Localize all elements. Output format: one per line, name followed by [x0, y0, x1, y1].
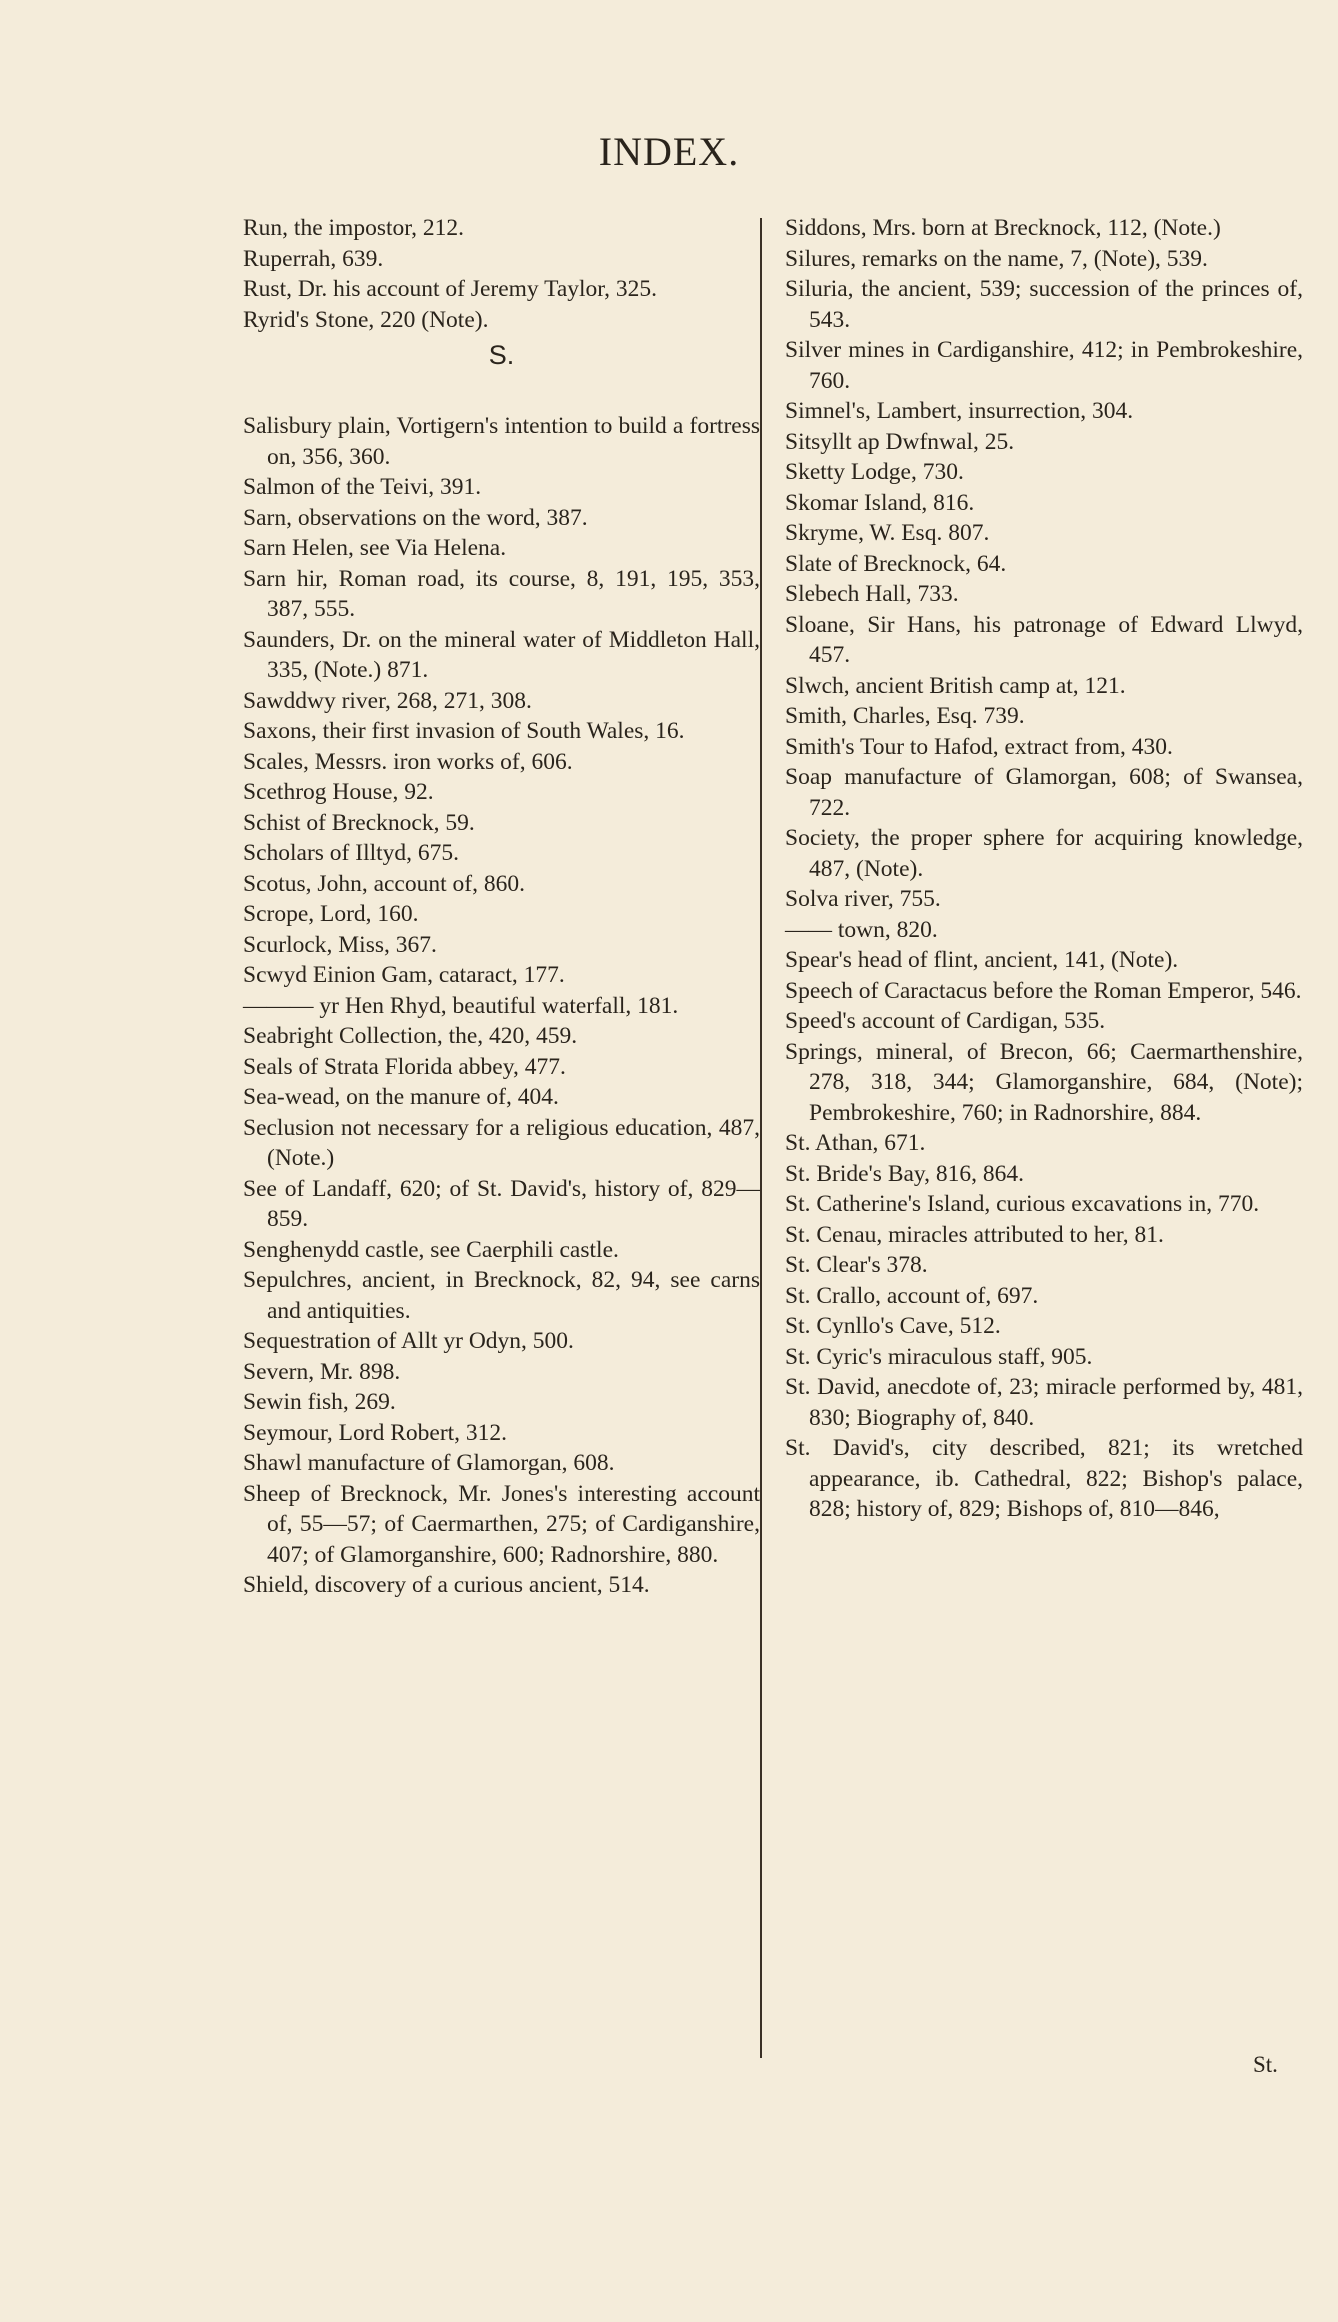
- index-entry: Smith, Charles, Esq. 739.: [785, 703, 1025, 729]
- index-entry: Run, the impostor, 212.: [243, 215, 465, 241]
- index-entry: Shield, discovery of a curious ancient, 514.: [243, 1572, 650, 1598]
- index-entry: Soap manufacture of Glamorgan, 608; of Swansea, 722.: [785, 764, 1303, 821]
- index-entry: Rust, Dr. his account of Jeremy Taylor, 325.: [243, 276, 658, 302]
- index-entry: St. Cynllo's Cave, 512.: [785, 1313, 1001, 1339]
- index-entry: Sketty Lodge, 730.: [785, 459, 964, 485]
- index-entry: St. Catherine's Island, curious excavations in, 770.: [785, 1191, 1260, 1217]
- index-entry: Scethrog House, 92.: [243, 779, 434, 805]
- index-entry: Speech of Caractacus before the Roman Emperor, 546.: [785, 977, 1302, 1004]
- index-entry: Sequestration of Allt yr Odyn, 500.: [243, 1328, 574, 1354]
- index-entry: —— town, 820.: [785, 916, 938, 943]
- index-entry: Sawddwy river, 268, 271, 308.: [243, 687, 532, 714]
- right-column: [785, 213, 1303, 1525]
- index-entry: Shawl manufacture of Glamorgan, 608.: [243, 1450, 615, 1476]
- index-entry: Scholars of Illtyd, 675.: [243, 840, 460, 866]
- index-entry: Saunders, Dr. on the mineral water of Middleton Hall, 335, (Note.) 871.: [243, 626, 760, 683]
- index-entry: Scotus, John, account of, 860.: [243, 870, 525, 897]
- index-entry: Silver mines in Cardiganshire, 412; in Pembrokeshire, 760.: [785, 337, 1303, 394]
- left-entries: [243, 411, 760, 1601]
- index-entry: Silures, remarks on the name, 7, (Note), 539.: [785, 245, 1208, 272]
- index-entry: Schist of Brecknock, 59.: [243, 809, 475, 836]
- index-entry: St. Athan, 671.: [785, 1130, 926, 1156]
- index-entry: Skryme, W. Esq. 807.: [785, 520, 990, 546]
- index-entry: St. Crallo, account of, 697.: [785, 1282, 1039, 1309]
- index-entry: Senghenydd castle, see Caerphili castle.: [243, 1236, 619, 1263]
- left-column: [243, 213, 760, 1601]
- index-entry: Seabright Collection, the, 420, 459.: [243, 1023, 578, 1049]
- index-entry: Solva river, 755.: [785, 886, 941, 912]
- index-entry: St. Bride's Bay, 816, 864.: [785, 1160, 1025, 1187]
- index-entry: Saxons, their first invasion of South Wales, 16.: [243, 718, 685, 744]
- index-entry: Ruperrah, 639.: [243, 245, 384, 272]
- index-entry: Siluria, the ancient, 539; succession of the princes of, 543.: [785, 276, 1303, 333]
- index-entry: St. David's, city described, 821; its wretched appearance, ib. Cathedral, 822; Bishop's palace, 828; history of, 829; Bishops of, 810—846,: [785, 1435, 1303, 1522]
- index-entry: Scales, Messrs. iron works of, 606.: [243, 748, 573, 775]
- index-entry: Speed's account of Cardigan, 535.: [785, 1008, 1106, 1034]
- index-entry: St. Clear's 378.: [785, 1252, 928, 1278]
- right-entries: [785, 213, 1303, 1525]
- index-entry: Sarn Helen, see Via Helena.: [243, 535, 507, 561]
- index-entry: Slwch, ancient British camp at, 121.: [785, 672, 1126, 699]
- index-entry: ——— yr Hen Rhyd, beautiful waterfall, 181.: [243, 992, 679, 1019]
- index-entry: See of Landaff, 620; of St. David's, history of, 829—859.: [243, 1175, 760, 1232]
- index-entry: Sepulchres, ancient, in Brecknock, 82, 94, see carns and antiquities.: [243, 1267, 760, 1324]
- index-entry: Salisbury plain, Vortigern's intention to build a fortress on, 356, 360.: [243, 413, 760, 470]
- index-entry: Sarn hir, Roman road, its course, 8, 191, 195, 353, 387, 555.: [243, 565, 760, 622]
- index-entry: Sarn, observations on the word, 387.: [243, 504, 588, 531]
- index-entry: Sheep of Brecknock, Mr. Jones's interesting account of, 55—57; of Caermarthen, 275; of Cardiganshire, 407; of Glamorganshire, 600; Radnorshire, 880.: [243, 1480, 760, 1568]
- index-entry: Spear's head of flint, ancient, 141, (Note).: [785, 947, 1179, 973]
- index-entry: Seclusion not necessary for a religious education, 487, (Note.): [243, 1114, 760, 1171]
- column-divider: [760, 218, 762, 2058]
- index-entry: St. Cyric's miraculous staff, 905.: [785, 1343, 1093, 1370]
- index-entry: Severn, Mr. 898.: [243, 1358, 401, 1385]
- index-entry: Smith's Tour to Hafod, extract from, 430.: [785, 733, 1173, 760]
- index-entry: Scrope, Lord, 160.: [243, 901, 419, 927]
- section-letter: S.: [488, 340, 515, 370]
- index-entry: Sloane, Sir Hans, his patronage of Edward Llwyd, 457.: [785, 611, 1303, 668]
- index-entry: Society, the proper sphere for acquiring knowledge, 487, (Note).: [785, 825, 1303, 882]
- index-entry: Slate of Brecknock, 64.: [785, 550, 1007, 577]
- index-entry: Ryrid's Stone, 220 (Note).: [243, 306, 489, 333]
- catchword: St.: [1253, 2052, 1278, 2077]
- index-entry: Sea-wead, on the manure of, 404.: [243, 1084, 559, 1110]
- index-entry: Slebech Hall, 733.: [785, 581, 959, 607]
- index-entry: St. David, anecdote of, 23; miracle performed by, 481, 830; Biography of, 840.: [785, 1374, 1303, 1431]
- index-entry: Skomar Island, 816.: [785, 489, 975, 516]
- index-entry: Springs, mineral, of Brecon, 66; Caermarthenshire, 278, 318, 344; Glamorganshire, 684, (Note); Pembrokeshire, 760; in Radnorshire, 884.: [785, 1038, 1303, 1126]
- index-entry: Sitsyllt ap Dwfnwal, 25.: [785, 428, 1015, 455]
- index-entry: Sewin fish, 269.: [243, 1389, 396, 1415]
- index-entry: Salmon of the Teivi, 391.: [243, 474, 482, 500]
- index-entry: Seymour, Lord Robert, 312.: [243, 1419, 508, 1446]
- index-entry: Scurlock, Miss, 367.: [243, 931, 437, 958]
- index-entry: Siddons, Mrs. born at Brecknock, 112, (Note.): [785, 215, 1221, 241]
- page-title: INDEX.: [598, 129, 740, 174]
- index-entry: Simnel's, Lambert, insurrection, 304.: [785, 398, 1134, 424]
- index-entry: St. Cenau, miracles attributed to her, 81.: [785, 1221, 1164, 1248]
- index-entry: Scwyd Einion Gam, cataract, 177.: [243, 962, 565, 988]
- index-entry: Seals of Strata Florida abbey, 477.: [243, 1053, 566, 1080]
